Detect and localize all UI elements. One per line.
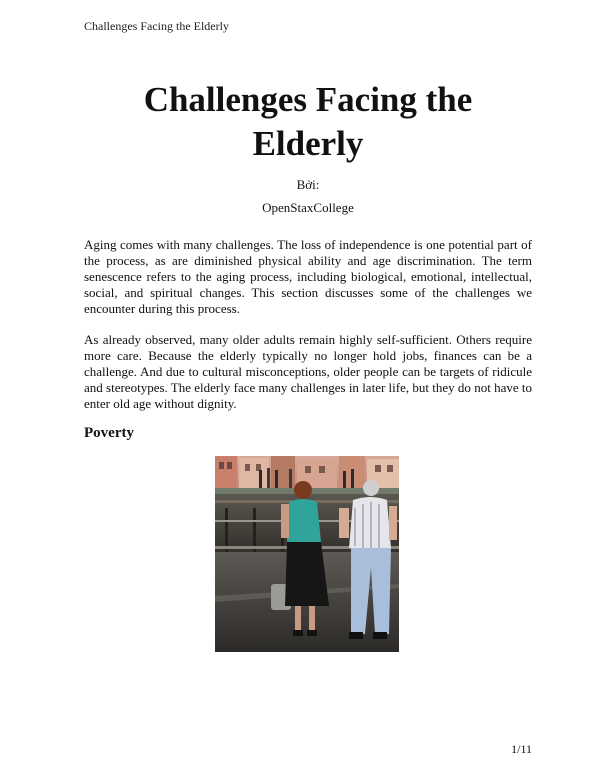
- body-paragraph: As already observed, many older adults remain highly self-sufficient. Others require more care. Because the elderly typically no longer hold jobs, finances can be a challenge. And due to cultural misconceptions, older people can be targets of ridicule and stereotypes. The elderly face many challenges in later life, but they do not have to enter old age without dignity.: [84, 332, 532, 411]
- elderly-couple-photo: [215, 456, 399, 652]
- body-paragraph: Aging comes with many challenges. The loss of independence is one potential part of the process, as are diminished physical ability and age discrimination. The term senescence refers to the aging process, including biological, emotional, intellectual, social, and spiritual changes. This section discusses some of the challenges we encounter during this process.: [84, 237, 532, 316]
- running-header: Challenges Facing the Elderly: [84, 19, 229, 33]
- document-title: Challenges Facing the Elderly: [143, 80, 473, 163]
- byline-label: Bởi:: [296, 177, 320, 192]
- section-heading: Poverty: [84, 425, 134, 441]
- page-number: 1/11: [511, 742, 532, 756]
- byline-author: OpenStaxCollege: [262, 200, 354, 215]
